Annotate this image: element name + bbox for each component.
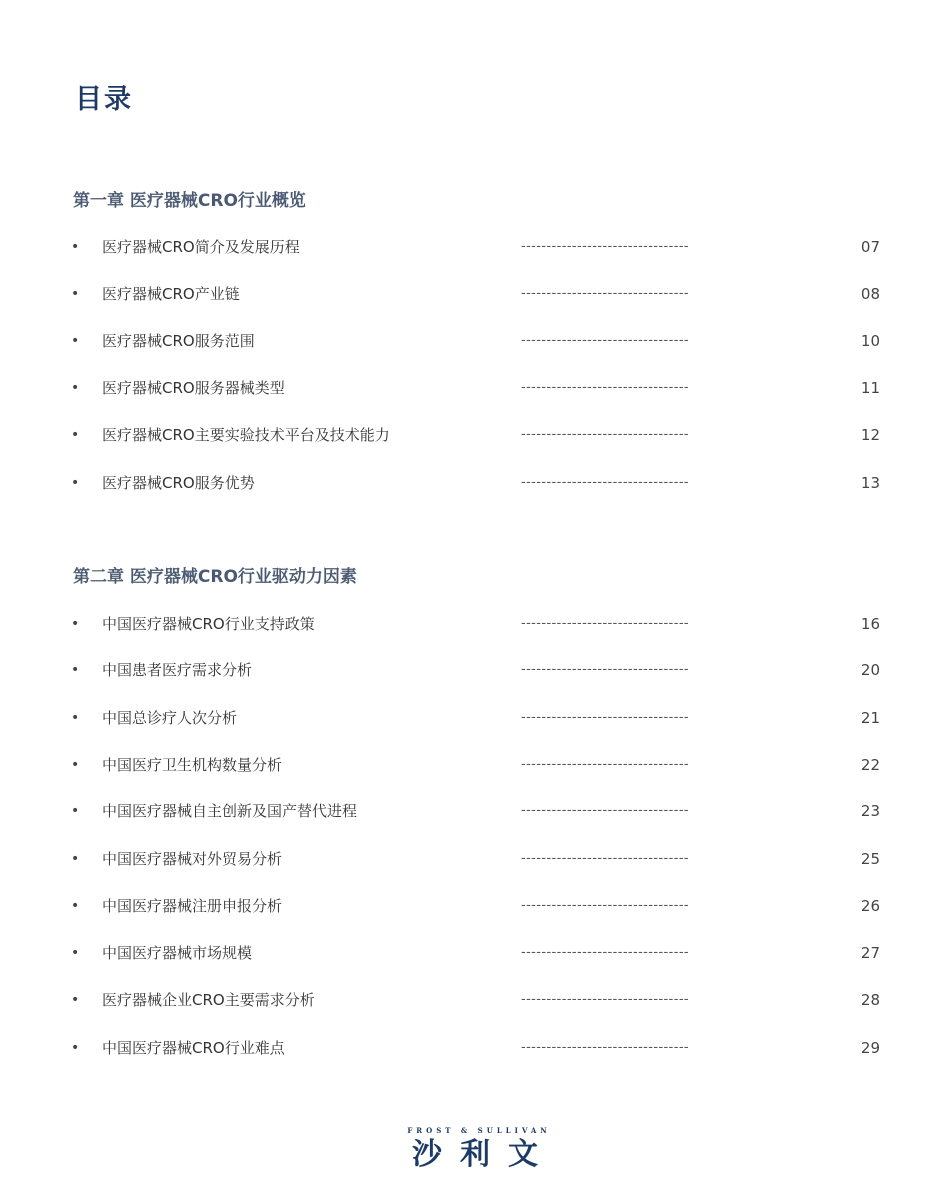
dotted-leader: ---------------------------------: [521, 239, 690, 254]
bullet-icon: •: [71, 380, 80, 396]
bullet-icon: •: [71, 427, 80, 443]
toc-page-number: 25: [860, 850, 880, 868]
toc-item[interactable]: [0, 1036, 950, 1060]
toc-item[interactable]: [0, 235, 950, 259]
toc-page-number: 11: [860, 379, 880, 397]
toc-item[interactable]: [0, 329, 950, 353]
dotted-leader: ---------------------------------: [521, 475, 690, 490]
dotted-leader: ---------------------------------: [521, 992, 690, 1007]
page-title: 目录: [75, 84, 133, 115]
toc-item-label: 医疗器械CRO产业链: [102, 285, 240, 303]
bullet-icon: •: [71, 239, 80, 255]
toc-page-number: 28: [860, 991, 880, 1009]
dotted-leader: ---------------------------------: [521, 898, 690, 913]
bullet-icon: •: [71, 1040, 80, 1056]
chapter-title: 第二章 医疗器械CRO行业驱动力因素: [73, 567, 357, 587]
toc-item[interactable]: [0, 423, 950, 447]
logo-chinese-text: 沙利文: [412, 1137, 556, 1172]
bullet-icon: •: [71, 286, 80, 302]
dotted-leader: ---------------------------------: [521, 803, 690, 818]
dotted-leader: ---------------------------------: [521, 710, 690, 725]
toc-page-number: 07: [860, 238, 880, 256]
toc-item[interactable]: [0, 658, 950, 682]
toc-page-number: 27: [860, 944, 880, 962]
bullet-icon: •: [71, 898, 80, 914]
bullet-icon: •: [71, 710, 80, 726]
chapter-title: 第一章 医疗器械CRO行业概览: [73, 191, 306, 211]
toc-item[interactable]: [0, 799, 950, 823]
toc-page-number: 21: [860, 709, 880, 727]
toc-item[interactable]: [0, 988, 950, 1012]
toc-page-number: 16: [860, 615, 880, 633]
toc-item[interactable]: [0, 847, 950, 871]
dotted-leader: ---------------------------------: [521, 662, 690, 677]
dotted-leader: ---------------------------------: [521, 945, 690, 960]
dotted-leader: ---------------------------------: [521, 757, 690, 772]
toc-item-label: 中国总诊疗人次分析: [102, 709, 238, 727]
toc-item-label: 中国医疗器械对外贸易分析: [102, 850, 283, 868]
bullet-icon: •: [71, 333, 80, 349]
bullet-icon: •: [71, 757, 80, 773]
toc-item-label: 医疗器械CRO服务器械类型: [102, 379, 285, 397]
bullet-icon: •: [71, 851, 80, 867]
toc-item[interactable]: [0, 282, 950, 306]
toc-page-number: 08: [860, 285, 880, 303]
toc-item-label: 中国医疗器械CRO行业难点: [102, 1039, 285, 1057]
dotted-leader: ---------------------------------: [521, 380, 690, 395]
dotted-leader: ---------------------------------: [521, 616, 690, 631]
bullet-icon: •: [71, 662, 80, 678]
toc-item[interactable]: [0, 471, 950, 495]
toc-item-label: 中国医疗器械市场规模: [102, 944, 253, 962]
bullet-icon: •: [71, 992, 80, 1008]
bullet-icon: •: [71, 945, 80, 961]
toc-page-number: 12: [860, 426, 880, 444]
logo-english-text: FROST & SULLIVAN: [407, 1126, 551, 1135]
toc-item[interactable]: [0, 706, 950, 730]
toc-page-number: 29: [860, 1039, 880, 1057]
toc-item[interactable]: [0, 941, 950, 965]
toc-page-number: 23: [860, 802, 880, 820]
toc-item-label: 医疗器械CRO简介及发展历程: [102, 238, 300, 256]
toc-page-number: 10: [860, 332, 880, 350]
bullet-icon: •: [71, 475, 80, 491]
toc-item-label: 中国医疗器械注册申报分析: [102, 897, 283, 915]
toc-page-number: 26: [860, 897, 880, 915]
toc-item-label: 中国医疗器械自主创新及国产替代进程: [102, 802, 358, 820]
toc-item[interactable]: [0, 612, 950, 636]
dotted-leader: ---------------------------------: [521, 333, 690, 348]
toc-page-number: 13: [860, 474, 880, 492]
dotted-leader: ---------------------------------: [521, 427, 690, 442]
toc-item-label: 医疗器械企业CRO主要需求分析: [102, 991, 315, 1009]
toc-item[interactable]: [0, 753, 950, 777]
frost-sullivan-logo: [0, 1126, 950, 1174]
toc-item-label: 中国医疗器械CRO行业支持政策: [102, 615, 315, 633]
bullet-icon: •: [71, 803, 80, 819]
toc-page-number: 22: [860, 756, 880, 774]
toc-item-label: 中国患者医疗需求分析: [102, 661, 253, 679]
bullet-icon: •: [71, 616, 80, 632]
toc-item[interactable]: [0, 894, 950, 918]
dotted-leader: ---------------------------------: [521, 286, 690, 301]
dotted-leader: ---------------------------------: [521, 851, 690, 866]
dotted-leader: ---------------------------------: [521, 1040, 690, 1055]
toc-item[interactable]: [0, 376, 950, 400]
toc-item-label: 医疗器械CRO服务范围: [102, 332, 255, 350]
toc-page-number: 20: [860, 661, 880, 679]
toc-item-label: 医疗器械CRO主要实验技术平台及技术能力: [102, 426, 390, 444]
toc-item-label: 医疗器械CRO服务优势: [102, 474, 255, 492]
toc-item-label: 中国医疗卫生机构数量分析: [102, 756, 283, 774]
